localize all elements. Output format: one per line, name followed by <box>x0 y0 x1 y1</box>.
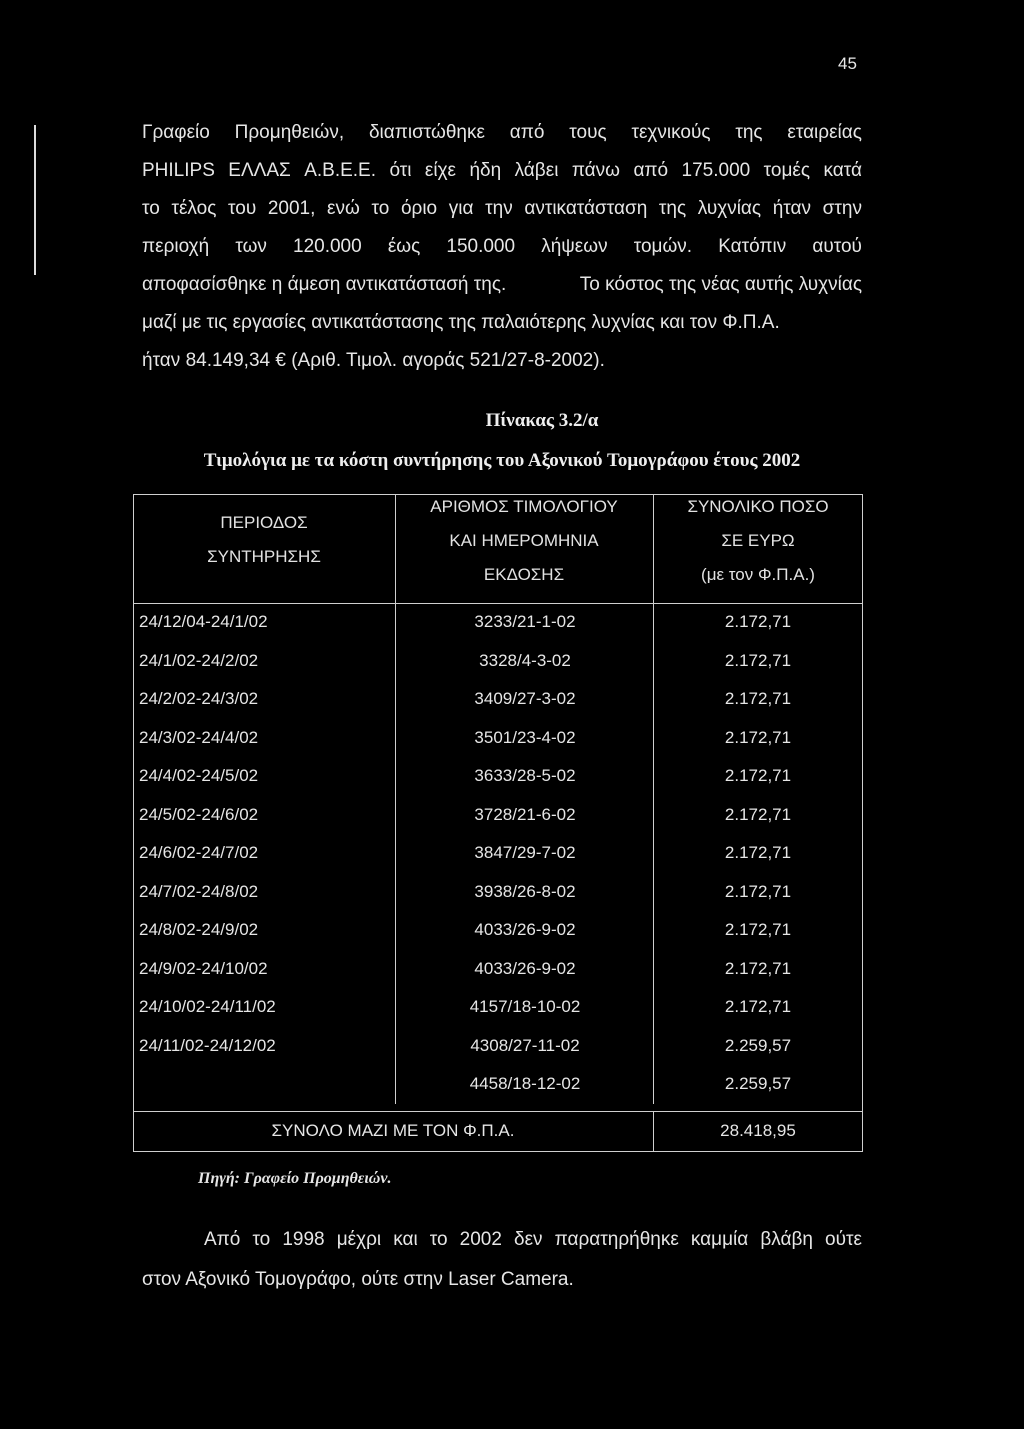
word: Το κόστος της νέας αυτής λυχνίας <box>579 274 862 295</box>
word: τεχνικούς <box>631 122 711 143</box>
table-row <box>133 951 863 990</box>
word: μαζί με τις εργασίες αντικατάστασης της παλαιότερης λυχνίας και τον Φ.Π.Α. <box>142 312 780 333</box>
word: Γραφείο <box>142 122 210 143</box>
word: 1998 <box>282 1229 325 1250</box>
word: πάνω <box>571 160 621 181</box>
word: και <box>393 1229 418 1250</box>
cell-invoice: 3633/28-5-02 <box>474 766 576 785</box>
total-value: 28.418,95 <box>720 1121 796 1140</box>
word: τους <box>569 122 607 143</box>
cell-amount: 2.259,57 <box>724 1035 792 1055</box>
intro-line <box>142 342 862 380</box>
cell-invoice: 3233/21-1-02 <box>474 612 576 631</box>
header-period-line: ΣΥΝΤΗΡΗΣΗΣ <box>207 547 321 566</box>
word: όριο <box>400 198 438 219</box>
intro-line <box>142 266 862 304</box>
word: τομών. <box>633 236 693 257</box>
intro-line <box>142 228 862 266</box>
word: 2002 <box>459 1229 502 1250</box>
table-row <box>133 797 863 836</box>
table-row <box>133 874 863 913</box>
word: ήταν <box>772 198 812 219</box>
cell-period: 24/11/02-24/12/02 <box>139 1035 276 1055</box>
table-row <box>133 643 863 682</box>
table-row <box>133 758 863 797</box>
cell-amount: 2.172,71 <box>724 766 792 785</box>
table-row <box>133 835 863 874</box>
cell-amount: 2.172,71 <box>724 843 792 862</box>
header-invoice <box>395 490 653 592</box>
cell-amount: 2.172,71 <box>724 881 792 901</box>
word: λάβει <box>514 160 559 181</box>
word: 2001, <box>267 198 316 219</box>
word: ότι <box>389 160 412 181</box>
word: ούτε <box>825 1229 862 1250</box>
word: περιοχή <box>142 236 210 257</box>
cell-invoice: 3501/23-4-02 <box>474 727 576 747</box>
word: τομές <box>763 160 811 181</box>
word: την <box>485 198 513 219</box>
word: ΕΛΛΑΣ <box>228 160 291 181</box>
cell-amount: 2.172,71 <box>724 727 792 747</box>
word: στην <box>822 198 862 219</box>
word: το <box>142 198 160 219</box>
word: PHILIPS <box>142 160 215 181</box>
word: ήταν 84.149,34 € (Αριθ. Τιμολ. αγοράς 521/27-8-2002). <box>142 350 605 371</box>
word: παρατηρήθηκε <box>554 1229 679 1250</box>
header-amount <box>653 490 863 592</box>
cell-amount: 2.172,71 <box>724 804 792 824</box>
cell-period: 24/8/02-24/9/02 <box>139 920 259 939</box>
table-row <box>133 1066 863 1105</box>
cell-invoice: 4308/27-11-02 <box>470 1035 580 1055</box>
header-amount-line: (με τον Φ.Π.Α.) <box>701 565 815 584</box>
page-number: 45 <box>838 54 857 73</box>
header-amount-line: ΣΥΝΟΛΙΚΟ ΠΟΣΟ <box>687 497 829 516</box>
word: αντικατάσταση <box>524 198 648 219</box>
word: της <box>658 198 687 219</box>
word: είχε <box>424 160 457 181</box>
word: εταιρείας <box>787 122 862 143</box>
word: το <box>252 1229 271 1250</box>
table-row <box>133 604 863 643</box>
header-invoice-line: ΑΡΙΘΜΟΣ ΤΙΜΟΛΟΓΙΟΥ <box>430 497 618 516</box>
word: από <box>509 122 545 143</box>
cell-invoice: 3938/26-8-02 <box>474 881 576 901</box>
total-label: ΣΥΝΟΛΟ ΜΑΖΙ ΜΕ ΤΟΝ Φ.Π.Α. <box>271 1121 515 1140</box>
intro-line <box>142 190 862 228</box>
cell-amount: 2.172,71 <box>724 612 792 631</box>
cell-amount: 2.172,71 <box>724 650 792 670</box>
cell-period: 24/6/02-24/7/02 <box>139 843 259 862</box>
intro-line <box>142 152 862 190</box>
table-row <box>133 989 863 1028</box>
word: Προμηθειών, <box>234 122 345 143</box>
word: 120.000 <box>293 236 362 257</box>
cell-invoice: 4033/26-9-02 <box>474 920 576 939</box>
table-row <box>133 681 863 720</box>
word: διαπιστώθηκε <box>368 122 485 143</box>
total-row <box>133 1112 863 1152</box>
word: για <box>448 198 474 219</box>
word: ήδη <box>469 160 502 181</box>
header-amount-line: ΣΕ ΕΥΡΩ <box>721 531 795 550</box>
cell-invoice: 3847/29-7-02 <box>474 843 576 862</box>
cell-invoice: 4157/18-10-02 <box>469 997 581 1016</box>
word: το <box>371 198 390 219</box>
header-period-line: ΠΕΡΙΟΔΟΣ <box>220 513 308 532</box>
word: των <box>235 236 267 257</box>
cell-period: 24/3/02-24/4/02 <box>139 727 259 747</box>
cell-amount: 2.172,71 <box>724 689 792 708</box>
cell-invoice: 4458/18-12-02 <box>469 1074 581 1093</box>
word: από <box>633 160 669 181</box>
cell-period: 24/10/02-24/11/02 <box>139 997 276 1016</box>
word: μέχρι <box>336 1229 382 1250</box>
cell-invoice: 4033/26-9-02 <box>474 958 576 978</box>
word: 150.000 <box>446 236 516 257</box>
cell-period: 24/12/04-24/1/02 <box>139 612 268 631</box>
table-body <box>133 604 863 1105</box>
table-row <box>133 912 863 951</box>
word: έως <box>387 236 421 257</box>
cell-period: 24/4/02-24/5/02 <box>139 766 259 785</box>
word: κατά <box>823 160 862 181</box>
cell-amount: 2.172,71 <box>724 958 792 978</box>
header-period <box>133 506 395 574</box>
maintenance-cost-table <box>133 494 863 1152</box>
cell-period: 24/1/02-24/2/02 <box>139 650 259 670</box>
cell-invoice: 3328/4-3-02 <box>479 650 571 670</box>
header-invoice-line: ΕΚΔΟΣΗΣ <box>483 565 565 584</box>
margin-change-bar <box>34 125 36 275</box>
cell-period: 24/9/02-24/10/02 <box>139 958 268 978</box>
word: του <box>228 198 257 219</box>
closing-line: στον Αξονικό Τομογράφο, ούτε στην Laser Camera. <box>142 1269 574 1290</box>
cell-invoice: 3728/21-6-02 <box>474 804 576 824</box>
cell-period: 24/5/02-24/6/02 <box>139 804 259 824</box>
cell-period: 24/7/02-24/8/02 <box>139 881 259 901</box>
table-source-note: Πηγή: Γραφείο Προμηθειών. <box>198 1170 392 1187</box>
closing-line <box>142 1220 862 1260</box>
word: ενώ <box>327 198 360 219</box>
table-title: Τιμολόγια με τα κόστη συντήρησης του Αξονικού Τομογράφου έτους 2002 <box>203 450 801 471</box>
word: Από <box>204 1229 241 1250</box>
table-row <box>133 1028 863 1067</box>
intro-line <box>142 114 862 152</box>
intro-paragraph <box>142 114 862 380</box>
cell-amount: 2.172,71 <box>724 920 792 939</box>
word: δεν <box>514 1229 543 1250</box>
cell-amount: 2.259,57 <box>724 1074 792 1093</box>
word: το <box>429 1229 448 1250</box>
cell-invoice: 3409/27-3-02 <box>474 689 576 708</box>
word: αποφασίσθηκε η άμεση αντικατάστασή της. <box>142 274 507 295</box>
closing-paragraph <box>142 1220 862 1300</box>
word: λυχνίας <box>697 198 762 219</box>
word: τέλος <box>171 198 217 219</box>
cell-amount: 2.172,71 <box>724 997 792 1016</box>
table-number: Πίνακας 3.2/α <box>485 410 599 431</box>
word: καμμία <box>690 1229 749 1250</box>
header-invoice-line: ΚΑΙ ΗΜΕΡΟΜΗΝΙΑ <box>449 531 599 550</box>
cell-period: 24/2/02-24/3/02 <box>139 689 259 708</box>
word: βλάβη <box>760 1229 813 1250</box>
word: αυτού <box>812 236 862 257</box>
word: της <box>735 122 763 143</box>
word: Α.Β.Ε.Ε. <box>304 160 377 181</box>
intro-line <box>142 304 862 342</box>
table-row <box>133 720 863 759</box>
word: Κατόπιν <box>718 236 787 257</box>
word: λήψεων <box>541 236 608 257</box>
word: 175.000 <box>681 160 751 181</box>
